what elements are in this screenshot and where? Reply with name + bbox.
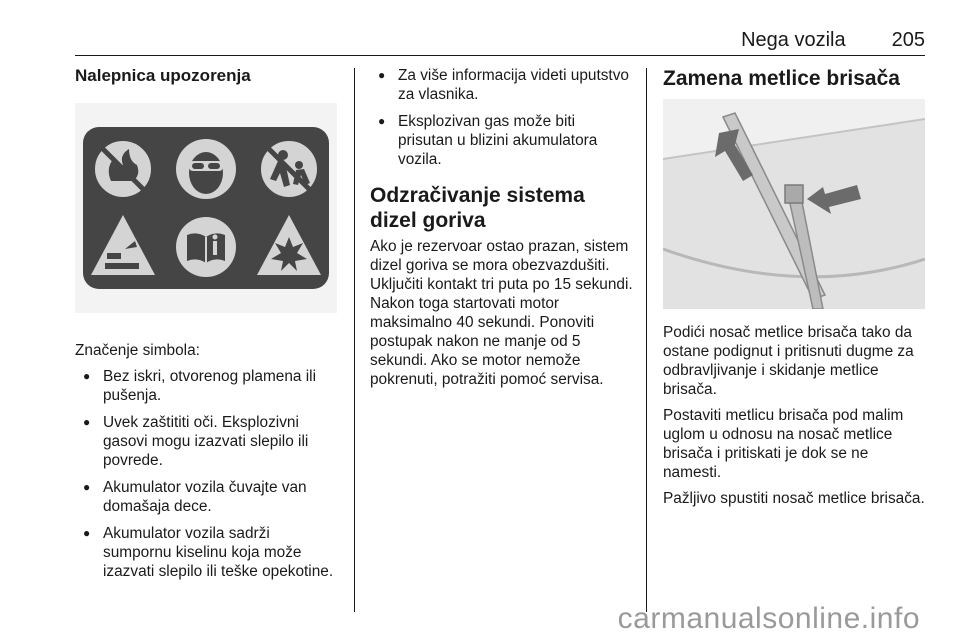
- wiper-step-3: Pažljivo spustiti nosač metlice brisača.: [663, 490, 925, 507]
- middle-column: [370, 66, 634, 396]
- list-item: ● Uvek zaštititi oči. Eksplozivni gasovi mogu izazvati slepilo ili povrede.: [75, 413, 337, 470]
- diesel-bleeding-paragraph: Ako je rezervoar ostao prazan, sistem dizel goriva se mora obezvazdušiti. Uključiti kontakt tri puta po 15 sekundi. Nakon toga startovati motor maksimalno 40 sekundi. Ponoviti postupak nakon ne manje od 5 sekundi. Ako se motor nemože pokrenuti, potražiti pomoć servisa.: [370, 238, 633, 388]
- wiper-figure: [663, 99, 925, 309]
- warning-label-heading: Nalepnica upozorenja: [75, 66, 251, 85]
- wiper-replacement-heading: Zamena metlice brisača: [663, 67, 900, 90]
- right-column: [663, 62, 925, 515]
- wiper-step-2: Postaviti metlicu brisača pod malim uglom u odnosu na nosač metlice brisača i pritiskati je dok se ne namesti.: [663, 407, 904, 481]
- diesel-bleeding-heading: Odzračivanje sistema dizel goriva: [370, 184, 585, 232]
- symbols-intro: Značenje simbola:: [75, 342, 200, 359]
- symbol-meanings-list: [75, 367, 337, 581]
- watermark[interactable]: carmanualsonline.info: [617, 602, 920, 635]
- warning-label-figure: [75, 103, 337, 313]
- section-title: Nega vozila: [741, 29, 846, 51]
- no-flame-icon: [93, 139, 153, 199]
- page-number: 205: [891, 29, 925, 51]
- wiper-illustration: [663, 99, 925, 309]
- battery-notes-list: [370, 66, 634, 169]
- read-manual-icon: [176, 217, 236, 277]
- list-item: ● Bez iskri, otvorenog plamena ili pušenja.: [75, 367, 337, 405]
- wiper-step-1: Podići nosač metlice brisača tako da ostane podignut i pritisnuti dugme za odbravljivanje i skidanje metlice brisača.: [663, 324, 914, 398]
- list-item: ● Za više informacija videti uputstvo za vlasnika.: [370, 66, 634, 104]
- page-header: [75, 28, 925, 56]
- keep-away-children-icon: [259, 139, 319, 199]
- list-item: ● Eksplozivan gas može biti prisutan u blizini akumulatora vozila.: [370, 112, 634, 169]
- list-item: ● Akumulator vozila sadrži sumpornu kiselinu koja može izazvati slepilo ili teške opekotine.: [75, 524, 337, 581]
- eye-protection-icon: [176, 139, 236, 199]
- warning-label-illustration: [75, 103, 337, 313]
- list-item: ● Akumulator vozila čuvajte van domašaja dece.: [75, 478, 337, 516]
- left-column: [75, 60, 337, 589]
- column-divider: [354, 68, 355, 612]
- column-divider: [646, 68, 647, 612]
